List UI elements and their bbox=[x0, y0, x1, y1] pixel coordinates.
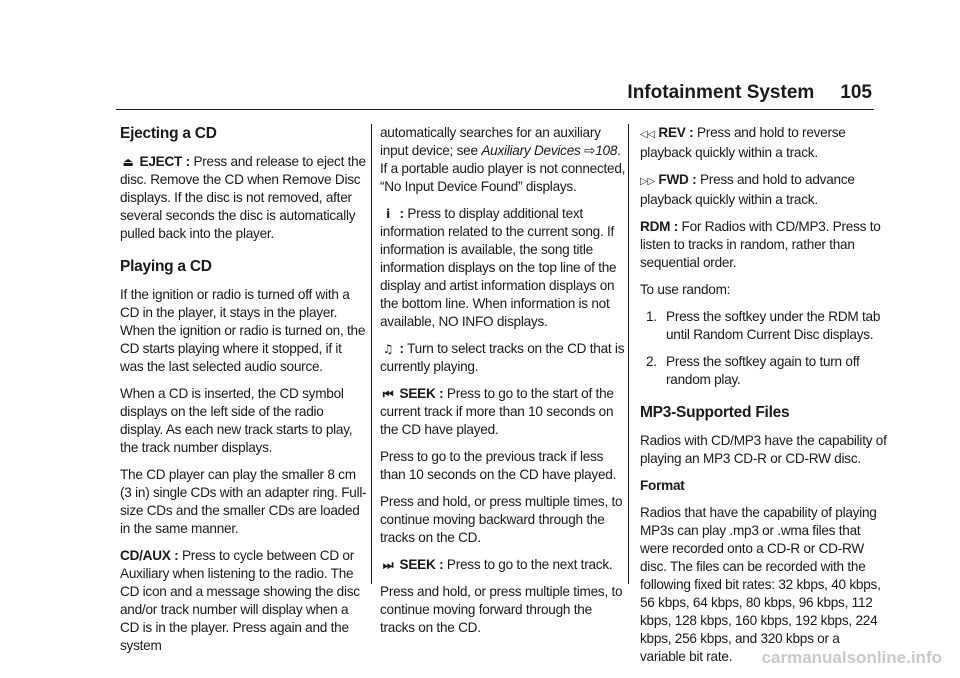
watermark: carmanualsonline.info bbox=[761, 648, 942, 667]
cdaux-key: CD/AUX : bbox=[120, 548, 179, 563]
paragraph: Radios with CD/MP3 have the capability of playing an MP3 CD-R or CD-RW disc. bbox=[640, 433, 887, 466]
seek-forward-paragraph bbox=[380, 556, 628, 574]
paragraph: The CD player can play the smaller 8 cm (3 in) single CDs with an adapter ring. Full-size CDs and the smaller CDs are loaded in the same manner. bbox=[120, 467, 367, 536]
fast-forward-icon: ▷▷ bbox=[640, 176, 655, 187]
info-icon: i bbox=[386, 207, 390, 221]
seek-back-key: SEEK : bbox=[399, 386, 444, 401]
column-1 bbox=[120, 124, 368, 664]
heading-mp3-files: MP3-Supported Files bbox=[640, 404, 790, 421]
random-steps-list bbox=[640, 308, 888, 389]
reverse-icon: ◁◁ bbox=[640, 129, 655, 140]
heading-ejecting-cd: Ejecting a CD bbox=[120, 125, 217, 142]
cdaux-paragraph bbox=[120, 547, 368, 655]
cdaux-text: Press to cycle between CD or Auxiliary when listening to the radio. The CD icon and a message showing the disc and/or track number will display when a CD is in the player. Press again and the system bbox=[120, 548, 360, 653]
rev-text: Press and hold to reverse playback quickly within a track. bbox=[640, 125, 846, 160]
note-text: Turn to select tracks on the CD that is currently playing. bbox=[380, 341, 625, 374]
cross-reference-page[interactable]: 108 bbox=[595, 143, 618, 158]
subheading-format: Format bbox=[640, 478, 685, 493]
page-number: 105 bbox=[840, 82, 872, 103]
text: automatically searches for an auxiliary input device; see bbox=[380, 125, 601, 158]
page-header bbox=[627, 82, 872, 104]
text: . If a portable audio player is not connected, “No Input Device Found” displays. bbox=[380, 143, 626, 194]
step-text: Press the softkey again to turn off random play. bbox=[666, 354, 860, 387]
seek-back-icon: ⏮ bbox=[382, 387, 394, 401]
info-text: Press to display additional text information related to the current song. If information is available, the song title information displays on the top line of the display and artist information displays on the bottom line. When information is not available, NO INFO displays. bbox=[380, 206, 617, 329]
info-paragraph bbox=[380, 205, 628, 331]
note-paragraph bbox=[380, 340, 628, 376]
seek-back-paragraph bbox=[380, 385, 628, 439]
header-rule bbox=[116, 109, 874, 110]
column-3 bbox=[640, 124, 888, 675]
cross-reference-link[interactable]: Auxiliary Devices bbox=[481, 143, 581, 158]
paragraph: Press and hold, or press multiple times, to continue moving forward through the tracks on the CD. bbox=[380, 584, 623, 635]
info-key: : bbox=[399, 206, 404, 221]
step-number: 2. bbox=[646, 354, 657, 369]
column-2 bbox=[380, 124, 628, 646]
eject-icon: ⏏ bbox=[122, 155, 134, 169]
heading-playing-cd: Playing a CD bbox=[120, 258, 212, 275]
rdm-text: For Radios with CD/MP3. Press to listen to tracks in random, rather than sequential order. bbox=[640, 219, 881, 270]
list-item bbox=[640, 308, 888, 344]
fwd-key: FWD : bbox=[658, 172, 697, 187]
column-divider bbox=[371, 124, 372, 584]
aux-continuation bbox=[380, 124, 628, 196]
fwd-text: Press and hold to advance playback quickly within a track. bbox=[640, 172, 855, 207]
rev-key: REV : bbox=[658, 125, 694, 140]
seek-back-text: Press to go to the start of the current track if more than 10 seconds on the CD have played. bbox=[380, 386, 614, 437]
seek-forward-key: SEEK : bbox=[399, 557, 444, 572]
paragraph: When a CD is inserted, the CD symbol displays on the left side of the radio display. As each new track starts to play, the track number displays. bbox=[120, 386, 353, 455]
fwd-paragraph bbox=[640, 171, 888, 209]
eject-paragraph bbox=[120, 153, 368, 243]
paragraph: To use random: bbox=[640, 282, 731, 297]
music-note-icon: ♫ bbox=[382, 342, 394, 356]
list-item bbox=[640, 353, 888, 389]
paragraph: Press and hold, or press multiple times, to continue moving backward through the tracks on the CD. bbox=[380, 494, 623, 545]
seek-forward-text: Press to go to the next track. bbox=[446, 557, 613, 572]
section-title: Infotainment System bbox=[627, 82, 815, 103]
paragraph: Radios that have the capability of playing MP3s can play .mp3 or .wma files that were recorded onto a CD-R or CD-RW disc. The files can be recorded with the following fixed bit rates: 32 kbps, 40 kbps, 56 kbps, 64 kbps, 80 kbps, 96 kbps, 112 kbps, 128 kbps, 160 kbps, 192 kbps, 224 kbps, 256 kbps, and 320 kbps or a variable bit rate. bbox=[640, 505, 881, 664]
seek-forward-icon: ⏭ bbox=[382, 558, 394, 572]
rdm-key: RDM : bbox=[640, 219, 679, 234]
rdm-paragraph bbox=[640, 218, 888, 272]
paragraph: Press to go to the previous track if less than 10 seconds on the CD have played. bbox=[380, 449, 617, 482]
eject-text: Press and release to eject the disc. Remove the CD when Remove Disc displays. If the disc is not removed, after several seconds the disc is automatically pulled back into the player. bbox=[120, 154, 366, 241]
note-key: : bbox=[399, 341, 404, 356]
paragraph: If the ignition or radio is turned off with a CD in the player, it stays in the player. When the ignition or radio is turned on, the CD starts playing where it stopped, if it was the last selected audio source. bbox=[120, 287, 366, 374]
column-divider bbox=[628, 124, 629, 584]
step-text: Press the softkey under the RDM tab until Random Current Disc displays. bbox=[666, 309, 881, 342]
arrow-icon: ⇨ bbox=[584, 143, 596, 158]
eject-key: EJECT : bbox=[139, 154, 190, 169]
step-number: 1. bbox=[646, 309, 657, 324]
rev-paragraph bbox=[640, 124, 888, 162]
